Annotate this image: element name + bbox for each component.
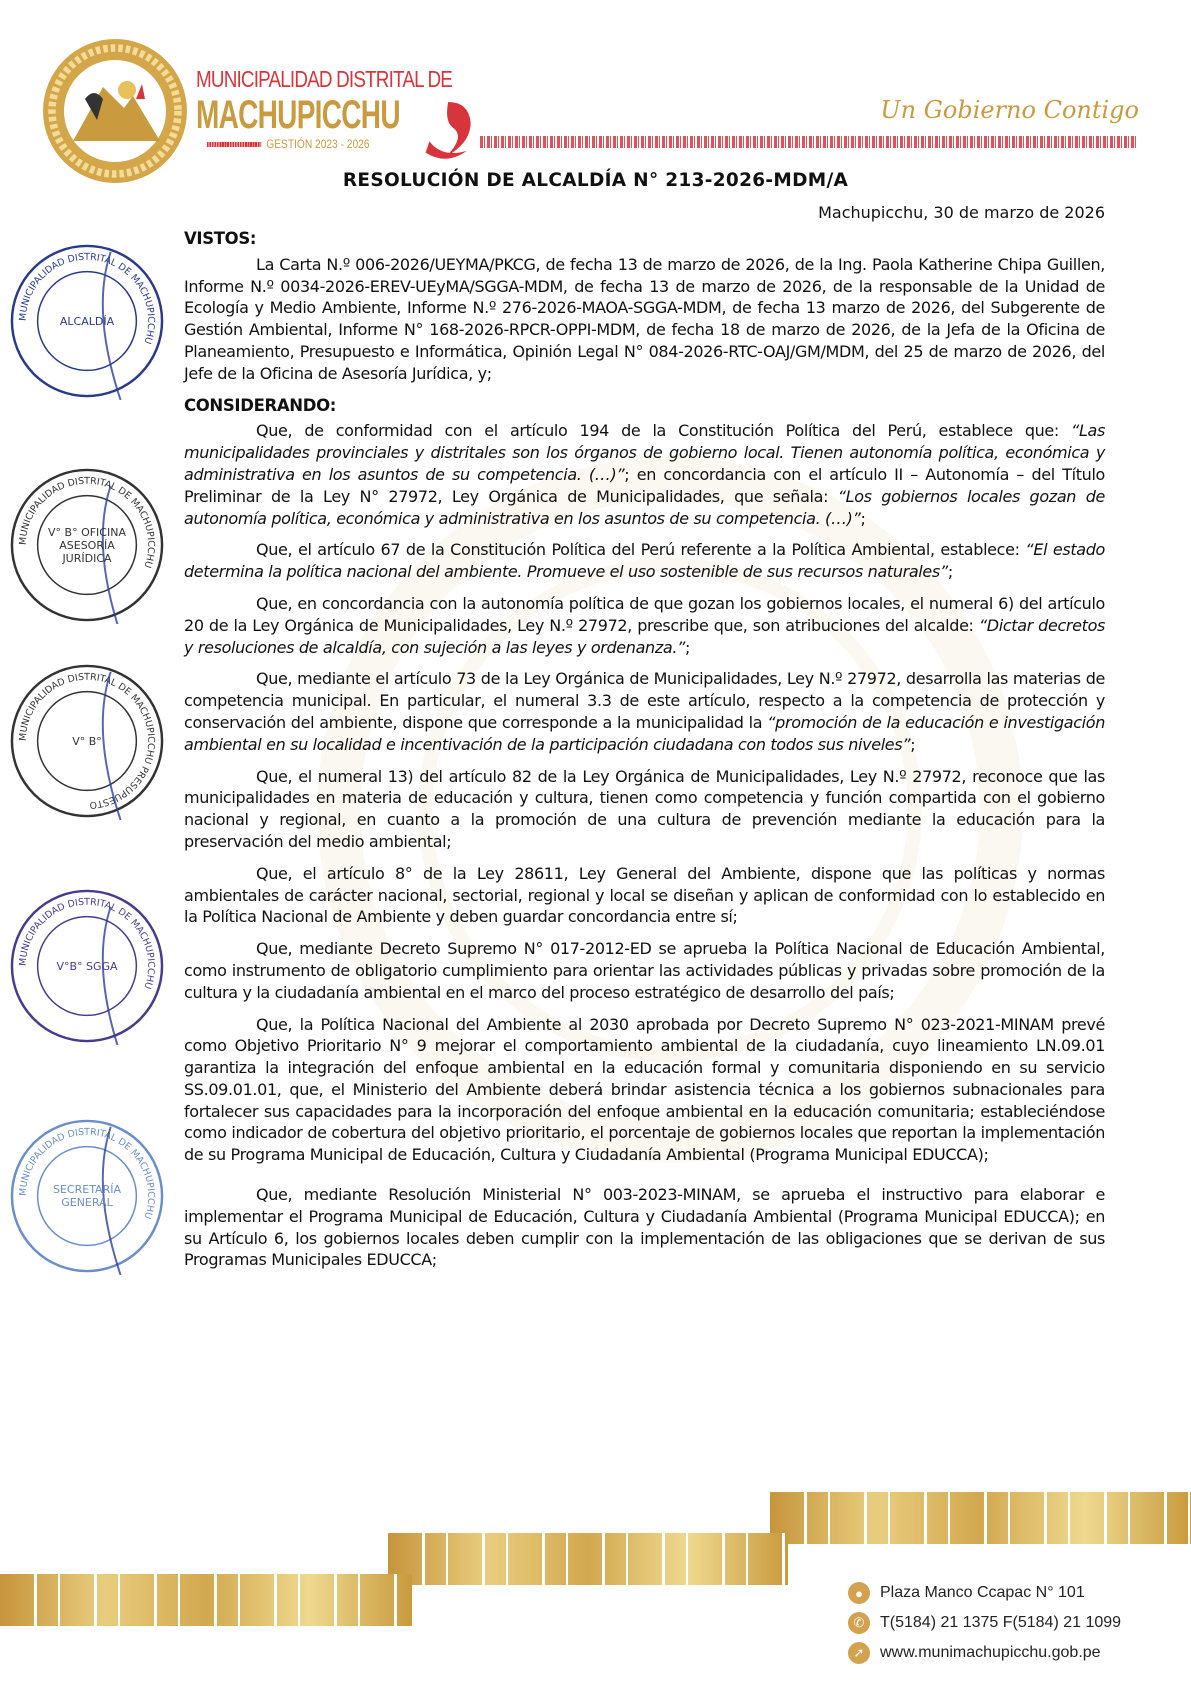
quoted-text: “Las municipalidades provinciales y distritales son los órganos de gobierno local. Tienen autonomía política, económica y administrativa en los asuntos de su competencia. (…)” [184, 421, 1105, 484]
official-stamp [8, 662, 166, 820]
paragraph [184, 863, 1105, 928]
svg-text:MUNICIPALIDAD DISTRITAL DE MAC: MUNICIPALIDAD DISTRITAL DE MACHUPICCHU [17, 1126, 157, 1221]
website-link[interactable]: www.munimachupicchu.gob.pe [880, 1644, 1101, 1661]
paragraph-text: ; [947, 562, 953, 582]
bird-emblem-icon [420, 96, 480, 166]
paragraph-text: Que, el artículo 67 de la Constitución Política del Perú referente a la Política Ambiental, establece: [256, 540, 1026, 560]
stamp-center-text: ALCALDÍA [59, 314, 115, 328]
document-body [184, 228, 1105, 1281]
official-stamp [8, 1117, 166, 1275]
footer-band-middle [388, 1533, 788, 1585]
official-stamp [8, 466, 166, 624]
footer-band-right [770, 1492, 1191, 1544]
cursor-icon: ➚ [848, 1642, 870, 1664]
paragraph [184, 766, 1105, 853]
quoted-text: “Los gobiernos locales gozan de autonomía política, económica y administrativa en los asuntos de su competencia. (…)” [184, 486, 1105, 528]
paragraph-text: Que, de conformidad con el artículo 194 de la Constitución Política del Perú, establece que: [256, 421, 1072, 441]
svg-text:MUNICIPALIDAD DISTRITAL DE MAC: MUNICIPALIDAD DISTRITAL DE MACHUPICCHU PRESUPUESTO [17, 671, 157, 811]
brand-term: GESTIÓN 2023 - 2026 [266, 137, 370, 151]
brand-name: MACHUPICCHU [196, 93, 400, 137]
vistos-heading: VISTOS: [184, 229, 257, 248]
paragraph [184, 254, 1105, 385]
paragraph-text: Que, en concordancia con la autonomía política de que gozan los gobiernos locales, el numeral 6) del artículo 20 de la Ley Orgánica de Municipalidades, Ley N.º 27972, prescribe que, son atribuciones del alcalde: [184, 593, 1105, 635]
svg-text:MUNICIPALIDAD DISTRITAL DE MAC: MUNICIPALIDAD DISTRITAL DE MACHUPICCHU [17, 896, 157, 991]
official-stamp [8, 242, 166, 400]
footer-phone [848, 1612, 1121, 1634]
paragraph-text: Que, mediante Decreto Supremo N° 017-2012-ED se aprueba la Política Nacional de Educación Ambiental, como instrumento de obligatorio cumplimiento para orientar las actividades públicas y privadas sobre promoción de la cultura y la ciudadanía ambiental en el marco del proceso estratégico de desarrollo del país; [184, 939, 1105, 1002]
footer-address [848, 1582, 1085, 1604]
paragraph-text: ; [685, 637, 691, 657]
paragraph [184, 539, 1105, 583]
stamp-center-text: V° B° OFICINA ASESORÍA JURÍDICA [48, 525, 126, 565]
phone-icon: ✆ [848, 1612, 870, 1634]
quoted-text: “Dictar decretos y resoluciones de alcaldía, con sujeción a las leyes y ordenanza.” [184, 615, 1105, 657]
paragraph-text: ; [910, 734, 916, 754]
paragraph [184, 593, 1105, 658]
paragraph-text: ; en concordancia con el artículo II – Autonomía – del Título Preliminar de la Ley N° 27972, Ley Orgánica de Municipalidades, que señala: [184, 464, 1105, 506]
considerando-section [184, 420, 1105, 1271]
stamp-center-text: SECRETARÍA GENERAL [52, 1183, 121, 1209]
brand-bar [207, 142, 261, 147]
considerando-heading: CONSIDERANDO: [184, 395, 336, 415]
paragraph-text: Que, el numeral 13) del artículo 82 de la Ley Orgánica de Municipalidades, Ley N.º 27972, reconoce que las municipalidades en materia de educación y cultura, tienen como competencia y función compartida con el gobierno nacional y regional, en cuanto a la promoción de una cultura de prevención mediante la educación para la preservación del medio ambiental; [184, 766, 1105, 851]
document-title: RESOLUCIÓN DE ALCALDÍA N° 213-2026-MDM/A [342, 170, 849, 191]
svg-text:MUNICIPALIDAD DISTRITAL DE MAC: MUNICIPALIDAD DISTRITAL DE MACHUPICCHU [17, 475, 157, 570]
official-stamp [8, 887, 166, 1045]
brand-line1: MUNICIPALIDAD DISTRITAL DE [196, 66, 453, 92]
paragraph-text: Que, la Política Nacional del Ambiente al 2030 aprobada por Decreto Supremo N° 023-2021-MINAM prevé como Objetivo Prioritario N° 9 mejorar el comportamiento ambiental de la ciudadanía, cuyo lineamiento LN.09.01 garantiza la integración del enfoque ambiental en la educación formal y comunitaria disponiendo en su servicio SS.09.01.01, que, el Ministerio del Ambiente deberá brindar asistencia técnica a los gobiernos subnacionales para fortalecer sus capacidades para la incorporación del enfoque ambiental en la educación comunitaria; estableciéndose como indicador de cobertura del objetivo prioritario, el porcentaje de gobiernos locales que reportan la implementación de su Programa Municipal de Educación, Cultura y Ciudadanía Ambiental (Programa Municipal EDUCCA); [184, 1014, 1105, 1165]
footer-band-left [0, 1574, 412, 1626]
quoted-text: “El estado determina la política nacional del ambiente. Promueve el uso sostenible de sus recursos naturales” [184, 540, 1105, 582]
slogan: Un Gobierno Contigo [880, 96, 1139, 124]
footer-website[interactable] [848, 1642, 1101, 1664]
paragraph-text: Que, mediante Resolución Ministerial N° 003-2023-MINAM, se aprueba el instructivo para elaborar e implementar el Programa Municipal de Educación, Cultura y Ciudadanía Ambiental (Programa Municipal EDUCCA); en su Artículo 6, los gobiernos locales deben cumplir con la implementación de las obligaciones que se derivan de sus Programas Municipales EDUCCA; [184, 1185, 1105, 1270]
location-pin-icon: ● [848, 1582, 870, 1604]
stamp-center-text: V°B° SGGA [56, 959, 118, 973]
paragraph [184, 420, 1105, 529]
paragraph-text: La Carta N.º 006-2026/UEYMA/PKCG, de fecha 13 de marzo de 2026, de la Ing. Paola Katherine Chipa Guillen, Informe N.º 0034-2026-EREV-UEyMA/SGGA-MDM, de fecha 13 de marzo de 2026, de la responsable de la Unidad de Ecología y Medio Ambiente, Informe N.º 276-2026-MAOA-SGGA-MDM, de fecha 13 marzo de 2026, del Subgerente de Gestión Ambiental, Informe N° 168-2026-RPCR-OPPI-MDM, de fecha 18 de marzo de 2026, de la Jefa de la Oficina de Planeamiento, Presupuesto e Informática, Opinión Legal N° 084-2026-RTC-OAJ/GM/MDM, del 25 de marzo de 2026, del Jefe de la Oficina de Asesoría Jurídica, y; [184, 254, 1105, 383]
municipality-logo [40, 36, 190, 186]
paragraph-text: ; [860, 508, 866, 528]
paragraph [184, 1184, 1105, 1271]
paragraph [184, 1014, 1105, 1167]
phone-text: T(5184) 21 1375 F(5184) 21 1099 [880, 1614, 1122, 1631]
svg-text:MUNICIPALIDAD DISTRITAL DE MAC: MUNICIPALIDAD DISTRITAL DE MACHUPICCHU [17, 251, 157, 346]
paragraph [184, 938, 1105, 1003]
address-text: Plaza Manco Ccapac N° 101 [880, 1584, 1085, 1601]
document-date: Machupicchu, 30 de marzo de 2026 [818, 203, 1105, 222]
paragraph-text: Que, el artículo 8° de la Ley 28611, Ley General del Ambiente, dispone que las políticas y normas ambientales de carácter nacional, sectorial, regional y local se diseñan y aplican de conformidad con lo establecido en la Política Nacional de Ambiente y deben guardar concordancia entre sí; [184, 863, 1105, 927]
quoted-text: “promoción de la educación e investigación ambiental en su localidad e incentivación de la participación ciudadana con todos sus niveles” [184, 712, 1105, 754]
decorative-fret [480, 136, 1138, 148]
stamp-center-text: V° B° [72, 734, 102, 748]
paragraph [184, 668, 1105, 755]
vistos-section [184, 254, 1105, 385]
paragraph-text: Que, mediante el artículo 73 de la Ley Orgánica de Municipalidades, Ley N.º 27972, desarrolla las materias de competencia municipal. En particular, el numeral 3.3 de este artículo, respecto a la competencia de protección y conservación del ambiente, dispone que corresponde a la municipalidad la [184, 669, 1105, 732]
